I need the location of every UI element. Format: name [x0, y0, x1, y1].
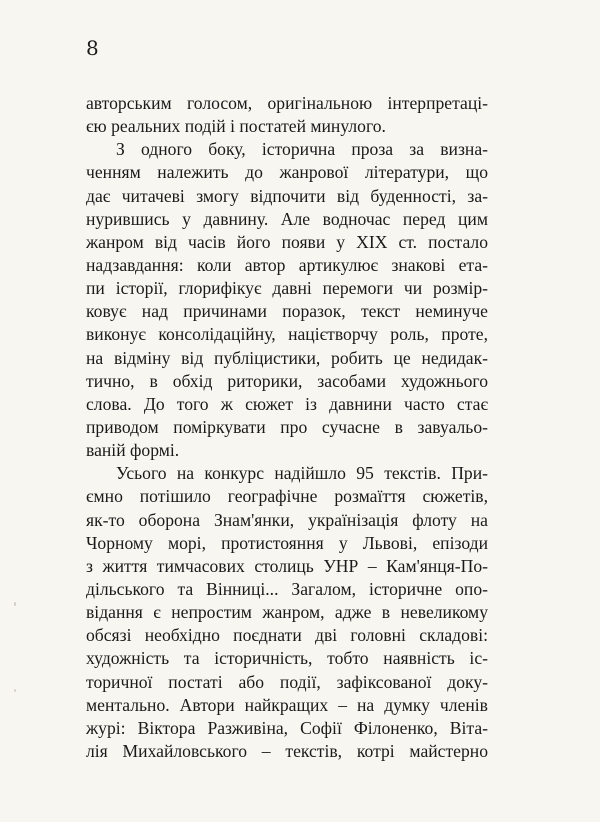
paragraph-2-line: пи історії, глорифікує давні перемоги чи розмір- [86, 278, 488, 299]
paragraph-2-line: ваній формі. [86, 440, 180, 461]
paragraph-3-line: з життя тимчасових столиць УНР – Кам'янця-По- [86, 555, 488, 576]
paragraph-2-line: слова. До того ж сюжет із давнини часто стає [86, 393, 488, 414]
paragraph-2-line: дає читачеві змогу відпочити від буденності, за- [86, 185, 488, 206]
scan-speck [14, 602, 16, 606]
body-text [86, 92, 488, 763]
page-number: 8 [86, 36, 99, 60]
paragraph-2-line: жанром від часів його появи у XIX ст. постало [86, 231, 488, 252]
paragraph-3-line: журі: Віктора Разживіна, Софії Філоненко, Віта- [86, 717, 488, 738]
paragraph-3-line: художність та історичність, тобто наявність іс- [86, 648, 488, 669]
paragraph-3-line: обсязі необхідно поєднати дві головні складові: [86, 625, 488, 646]
paragraph-2-line: З одного боку, історична проза за визна- [116, 139, 488, 160]
paragraph-2-line: приводом поміркувати про сучасне в завуальо- [86, 416, 488, 437]
paragraph-3-line: Усього на конкурс надійшло 95 текстів. При- [116, 463, 488, 484]
paragraph-3-line: торичної постаті або події, зафіксованої доку- [86, 671, 488, 692]
paragraph-1-line: єю реальних подій і постатей минулого. [86, 116, 386, 137]
paragraph-2-line: нурившись у давнину. Але водночас перед цим [86, 208, 488, 229]
paragraph-2-line: тично, в обхід риторики, засобами художнього [86, 370, 488, 391]
paragraph-3-line: лія Михайловського – текстів, котрі майстерно [86, 740, 488, 761]
paragraph-3-line: як-то оборона Знам'янки, українізація флоту на [86, 509, 488, 530]
paragraph-3-line: ємно потішило географічне розмаїття сюжетів, [86, 486, 488, 507]
paragraph-3-line: ментально. Автори найкращих – на думку членів [86, 694, 488, 715]
scan-speck [14, 689, 16, 692]
paragraph-3-line: Чорному морі, протистояння у Львові, епізоди [86, 532, 488, 553]
paragraph-2-line: на відміну від публіцистики, робить це недидак- [86, 347, 488, 368]
paragraph-2-line: ковує над причинами поразок, текст неминуче [86, 301, 488, 322]
paragraph-1-line: авторським голосом, оригінальною інтерпретаці- [86, 93, 488, 113]
paragraph-2-line: ченням належить до жанрової літератури, що [86, 162, 488, 183]
paragraph-3-line: дільського та Вінниці... Загалом, історичне опо- [86, 578, 488, 599]
paragraph-2-line: надзавдання: коли автор артикулює знакові ета- [86, 254, 488, 275]
paragraph-2-line: виконує консолідаційну, націєтворчу роль, проте, [86, 324, 488, 345]
paragraph-3-line: відання є непростим жанром, адже в невеликому [86, 602, 488, 623]
